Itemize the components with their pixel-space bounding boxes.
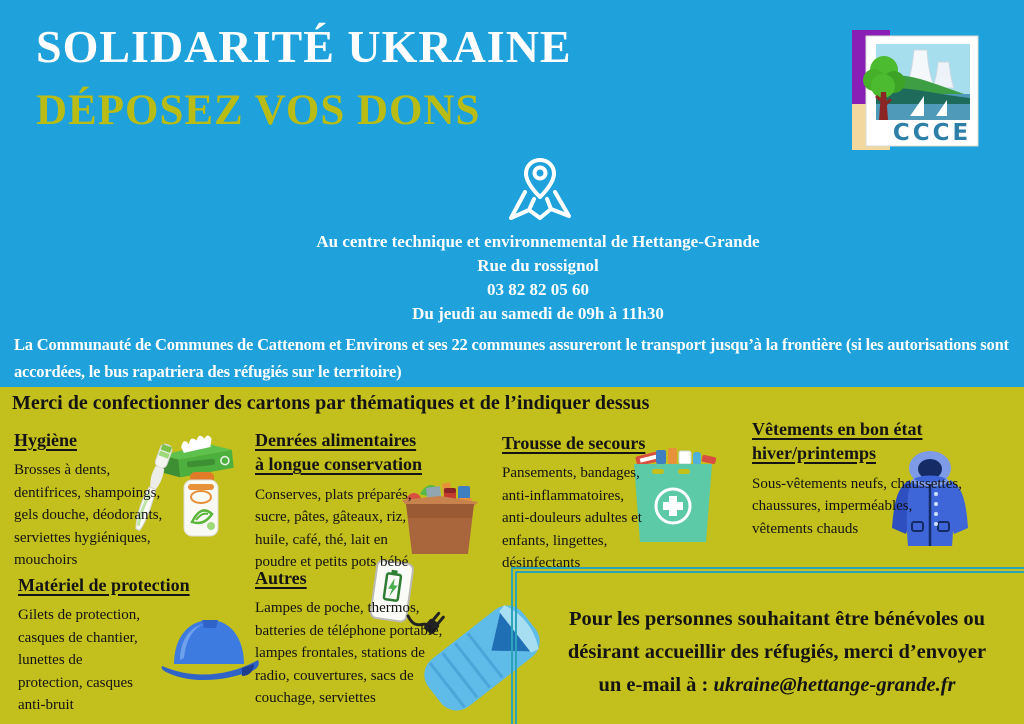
address-venue: Au centre technique et environnemental de Hettange-Grande xyxy=(316,232,760,251)
category-denrees-items: Conserves, plats préparés, sucre, pâtes, gâteaux, riz, huile, café, thé, lait en poudre et petits pots bébé xyxy=(255,486,412,571)
category-autres-items: Lampes de poche, thermos, batteries de téléphone portable, lampes frontales, stations de radio, couvertures, sacs de couchage, serviettes xyxy=(255,600,443,707)
address-hours: Du jeudi au samedi de 09h à 11h30 xyxy=(412,304,664,323)
volunteer-contact-box xyxy=(511,567,1024,724)
ccce-logo xyxy=(852,24,982,152)
volunteer-contact-box-inner-border xyxy=(515,571,1024,724)
poster-title: SOLIDARITÉ UKRAINE xyxy=(36,21,572,72)
category-autres xyxy=(255,566,480,710)
sorting-instruction: Merci de confectionner des cartons par thématiques et de l’indiquer dessus xyxy=(12,392,650,414)
category-hygiene xyxy=(14,428,244,572)
category-vetements-items: Sous-vêtements neufs, chaussettes, chaussures, imperméables, vêtements chauds xyxy=(752,475,962,537)
poster-subtitle: DÉPOSEZ VOS DONS xyxy=(36,87,481,134)
category-autres-title: Autres xyxy=(255,568,307,588)
category-trousse-de-secours xyxy=(502,431,734,575)
volunteer-line-2: désirant accueillir des réfugiés, merci d’envoyer xyxy=(567,641,987,664)
category-hygiene-items: Brosses à dents, dentifrices, shampoings, gels douche, déodorants, serviettes hygiéniques, mouchoirs xyxy=(14,462,163,569)
category-trousse-title: Trousse de secours xyxy=(502,433,646,453)
address-phone: 03 82 82 05 60 xyxy=(487,280,589,299)
hard-hat-icon xyxy=(154,606,266,690)
category-vetements xyxy=(752,417,992,540)
category-trousse-items: Pansements, bandages, anti-inflammatoires, anti-douleurs adultes et enfants, lingettes, désinfectants xyxy=(502,465,642,572)
transport-note: La Communauté de Communes de Cattenom et Environs et ses 22 communes assureront le transport jusqu’à la frontière (si les autorisations sont accordées, le bus rapatriera des réfugiés sur le territoire) xyxy=(14,335,1009,381)
category-denrees-title: Denrées alimentaires à longue conservation xyxy=(255,430,423,475)
ccce-logo-text: CCCE xyxy=(892,120,972,146)
volunteer-contact-text xyxy=(517,573,1024,703)
category-denrees-alimentaires xyxy=(255,428,493,574)
category-materiel-title: Matériel de protection xyxy=(18,575,190,595)
map-pin-icon xyxy=(503,156,577,231)
volunteer-email: ukraine@hettange-grande.fr xyxy=(713,674,956,697)
category-materiel-de-protection xyxy=(18,573,266,717)
category-materiel-items: Gilets de protection, casques de chantier, lunettes de protection, casques anti-bruit xyxy=(18,604,266,717)
category-hygiene-title: Hygiène xyxy=(14,430,77,450)
address-block xyxy=(56,230,1020,326)
address-street: Rue du rossignol xyxy=(477,256,599,275)
volunteer-line-3-prefix: un e-mail à : xyxy=(598,674,714,697)
category-vetements-title: Vêtements en bon état hiver/printemps xyxy=(752,419,923,464)
volunteer-line-1: Pour les personnes souhaitant être bénévoles ou xyxy=(568,608,986,630)
